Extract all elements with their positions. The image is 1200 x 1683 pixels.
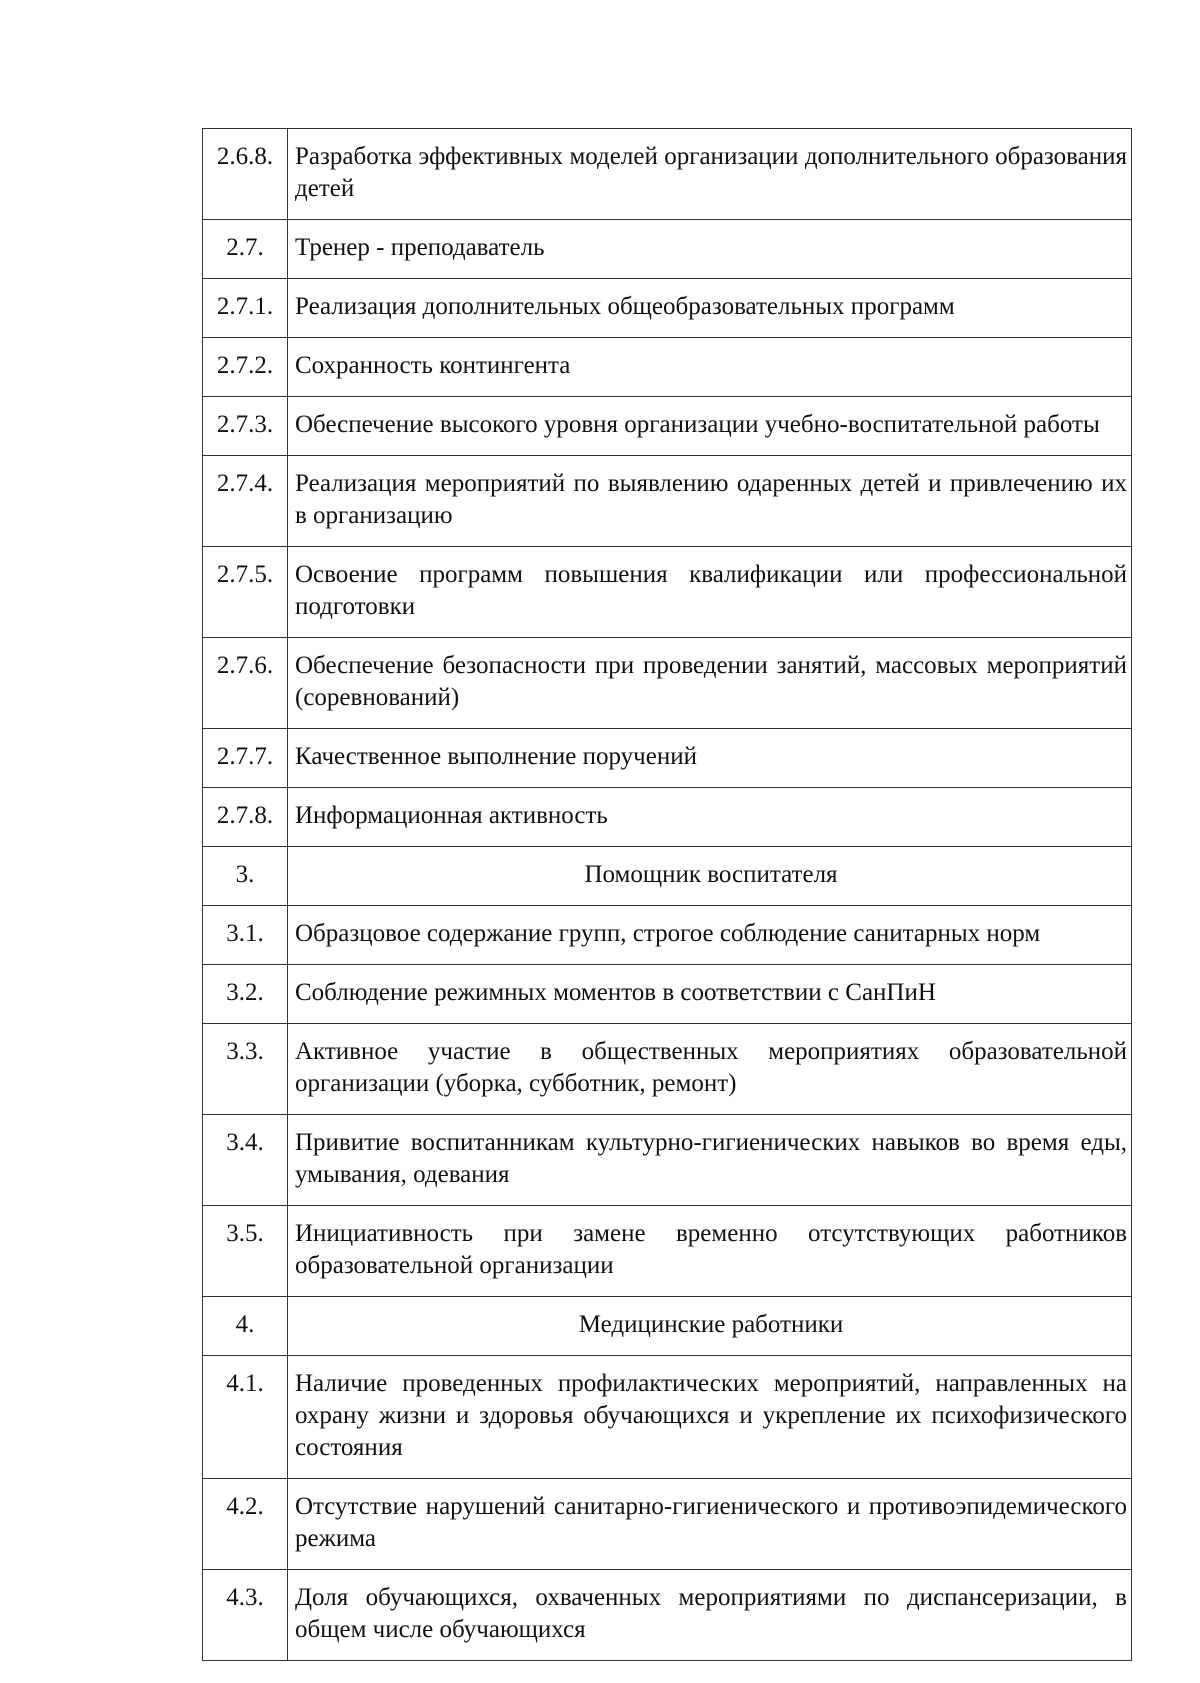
row-text: Доля обучающихся, охваченных мероприятиями по диспансеризации, в общем числе обучающихся	[288, 1570, 1132, 1661]
row-text: Освоение программ повышения квалификации или профессиональной подготовки	[288, 547, 1132, 638]
section-heading: Медицинские работники	[288, 1297, 1132, 1356]
table-row	[203, 279, 1132, 338]
table-row	[203, 1479, 1132, 1570]
table-row	[203, 906, 1132, 965]
row-number: 2.7.5.	[203, 547, 288, 638]
row-text: Привитие воспитанникам культурно-гигиенических навыков во время еды, умывания, одевания	[288, 1115, 1132, 1206]
row-number: 2.6.8.	[203, 129, 288, 220]
row-number: 4.1.	[203, 1356, 288, 1479]
row-number: 2.7.6.	[203, 638, 288, 729]
row-text: Инициативность при замене временно отсутствующих работников образовательной организации	[288, 1206, 1132, 1297]
table-row	[203, 1115, 1132, 1206]
row-number: 4.2.	[203, 1479, 288, 1570]
section-heading-row	[203, 847, 1132, 906]
row-text: Обеспечение безопасности при проведении занятий, массовых мероприятий (соревнований)	[288, 638, 1132, 729]
section-number: 3.	[203, 847, 288, 906]
row-text: Информационная активность	[288, 788, 1132, 847]
criteria-table-body	[203, 129, 1132, 1661]
row-number: 3.1.	[203, 906, 288, 965]
row-text: Обеспечение высокого уровня организации учебно-воспитательной работы	[288, 397, 1132, 456]
table-row	[203, 547, 1132, 638]
table-row	[203, 1570, 1132, 1661]
section-heading-row	[203, 1297, 1132, 1356]
row-text: Наличие проведенных профилактических мероприятий, направленных на охрану жизни и здоровья обучающихся и укрепление их психофизического состояния	[288, 1356, 1132, 1479]
table-row	[203, 456, 1132, 547]
row-number: 2.7.7.	[203, 729, 288, 788]
row-text: Отсутствие нарушений санитарно-гигиенического и противоэпидемического режима	[288, 1479, 1132, 1570]
row-number: 2.7.1.	[203, 279, 288, 338]
row-number: 3.2.	[203, 965, 288, 1024]
row-text: Образцовое содержание групп, строгое соблюдение санитарных норм	[288, 906, 1132, 965]
row-number: 3.3.	[203, 1024, 288, 1115]
row-number: 3.5.	[203, 1206, 288, 1297]
table-row	[203, 1206, 1132, 1297]
table-row	[203, 638, 1132, 729]
table-row	[203, 129, 1132, 220]
row-text: Соблюдение режимных моментов в соответствии с СанПиН	[288, 965, 1132, 1024]
row-number: 2.7.4.	[203, 456, 288, 547]
row-text: Реализация мероприятий по выявлению одаренных детей и привлечению их в организацию	[288, 456, 1132, 547]
row-number: 3.4.	[203, 1115, 288, 1206]
table-row	[203, 1024, 1132, 1115]
criteria-table	[202, 128, 1132, 1661]
row-text: Тренер - преподаватель	[288, 220, 1132, 279]
row-number: 2.7.2.	[203, 338, 288, 397]
row-number: 2.7.8.	[203, 788, 288, 847]
row-number: 2.7.3.	[203, 397, 288, 456]
table-row	[203, 1356, 1132, 1479]
section-number: 4.	[203, 1297, 288, 1356]
row-text: Разработка эффективных моделей организации дополнительного образования детей	[288, 129, 1132, 220]
table-row	[203, 788, 1132, 847]
row-number: 2.7.	[203, 220, 288, 279]
section-heading: Помощник воспитателя	[288, 847, 1132, 906]
row-text: Качественное выполнение поручений	[288, 729, 1132, 788]
table-row	[203, 397, 1132, 456]
table-row	[203, 220, 1132, 279]
table-row	[203, 729, 1132, 788]
row-text: Реализация дополнительных общеобразовательных программ	[288, 279, 1132, 338]
row-text: Сохранность контингента	[288, 338, 1132, 397]
row-number: 4.3.	[203, 1570, 288, 1661]
table-row	[203, 338, 1132, 397]
row-text: Активное участие в общественных мероприятиях образовательной организации (уборка, субботник, ремонт)	[288, 1024, 1132, 1115]
table-row	[203, 965, 1132, 1024]
